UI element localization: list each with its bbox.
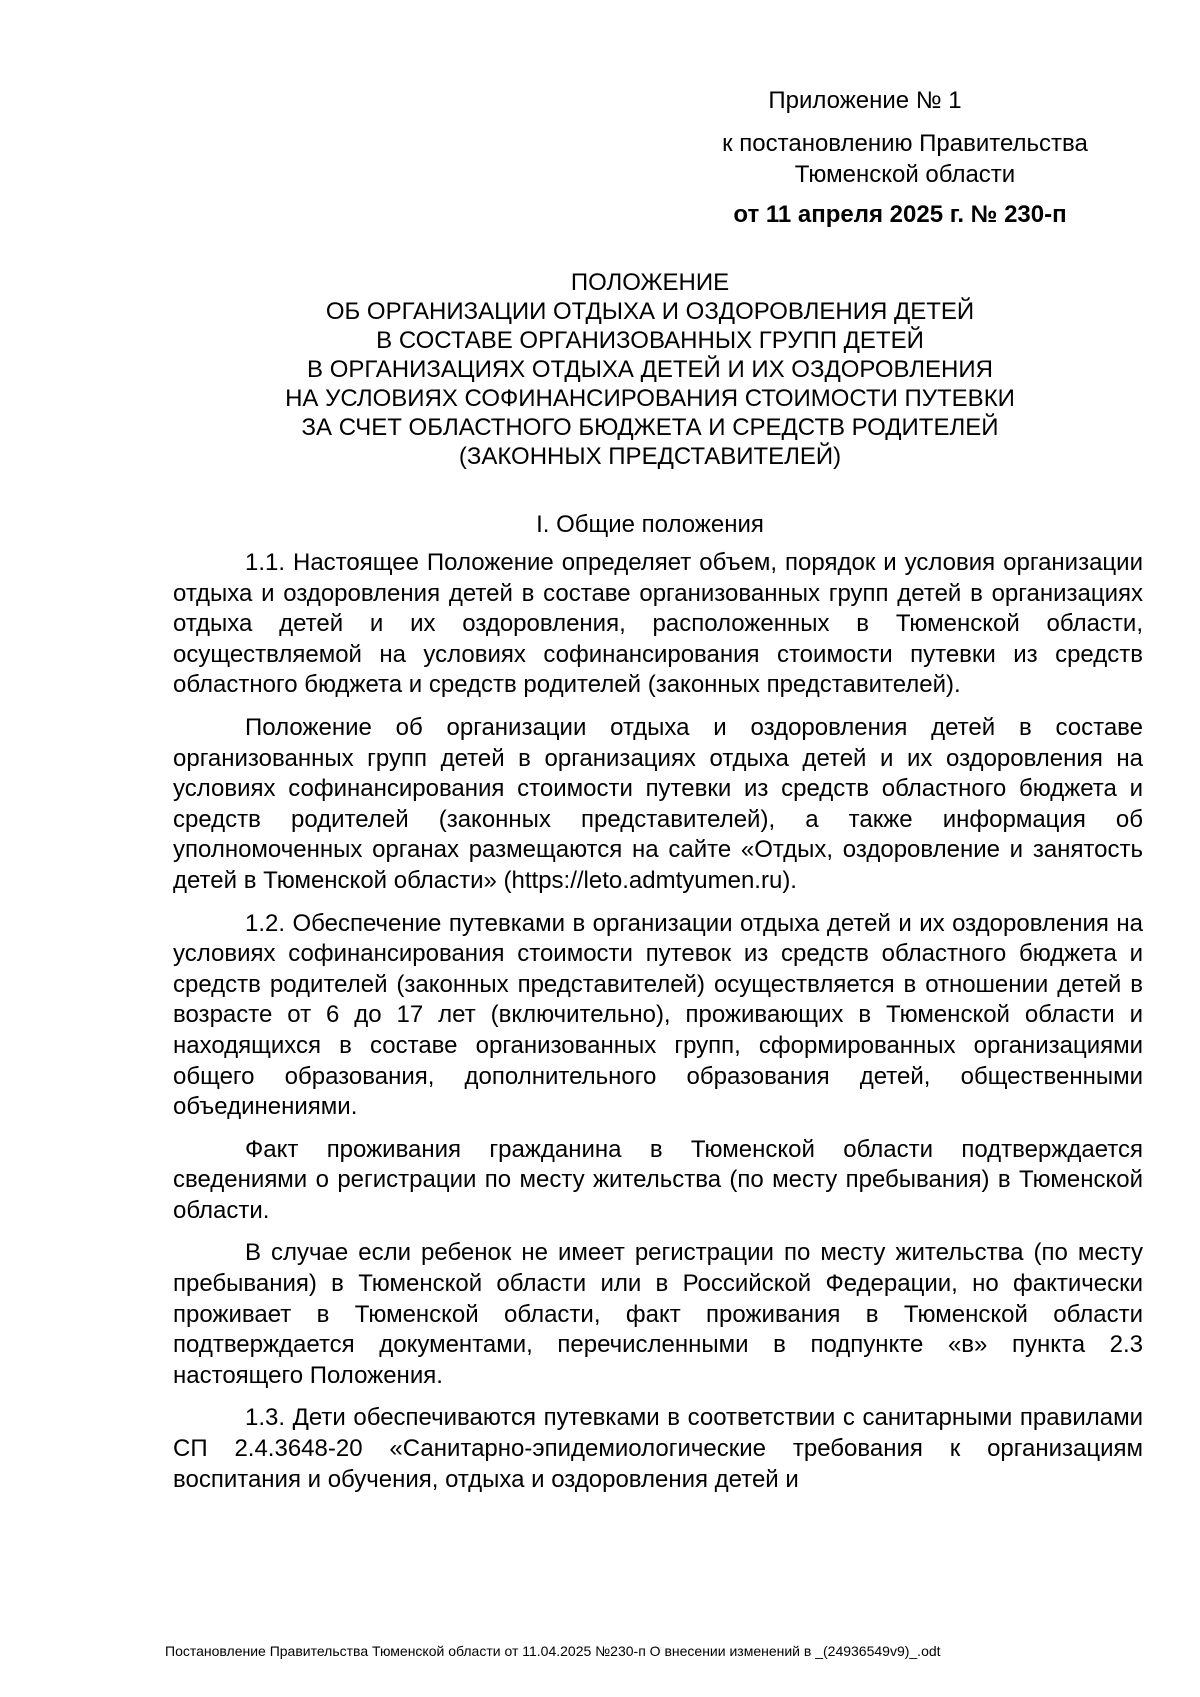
- paragraph: Факт проживания гражданина в Тюменской области подтверждается сведениями о регистрации по месту жительства (по месту пребывания) в Тюменской области.: [173, 1135, 1143, 1224]
- paragraph: В случае если ребенок не имеет регистрации по месту жительства (по месту пребывания) в Тюменской области или в Российской Федерации, но фактически проживает в Тюменской области, факт проживания в Тюменской области подтверждается документами, перечисленными в подпункте «в» пункта 2.3 настоящего Положения.: [173, 1239, 1143, 1389]
- heading-line: НА УСЛОВИЯХ СОФИНАНСИРОВАНИЯ СТОИМОСТИ ПУТЕВКИ: [285, 385, 1015, 412]
- document-body: [173, 548, 1143, 1507]
- paragraph: Положение об организации отдыха и оздоровления детей в составе организованных групп детей в организациях отдыха детей и их оздоровления на условиях софинансирования стоимости путевки из средств областного бюджета и средств родителей (законных представителей), а также информация об уполномоченных органах размещаются на сайте «Отдых, оздоровление и занятость детей в Тюменской области» (https://leto.admtyumen.ru).: [173, 713, 1143, 894]
- page-footer: Постановление Правительства Тюменской области от 11.04.2025 №230-п О внесении изменений в _(24936549v9)_.odt: [165, 1643, 941, 1659]
- heading-line: В СОСТАВЕ ОРГАНИЗОВАННЫХ ГРУПП ДЕТЕЙ: [376, 327, 924, 354]
- heading-line: (ЗАКОННЫХ ПРЕДСТАВИТЕЛЕЙ): [458, 443, 842, 470]
- paragraph: 1.3. Дети обеспечиваются путевками в соответствии с санитарными правилами СП 2.4.3648-20 «Санитарно-эпидемиологические требования к организациям воспитания и обучения, отдыха и оздоровления детей и: [173, 1404, 1143, 1493]
- heading-line: ЗА СЧЕТ ОБЛАСТНОГО БЮДЖЕТА И СРЕДСТВ РОДИТЕЛЕЙ: [301, 414, 999, 441]
- appendix-date-number: от 11 апреля 2025 г. № 230-п: [733, 201, 1067, 228]
- heading-line: ОБ ОРГАНИЗАЦИИ ОТДЫХА И ОЗДОРОВЛЕНИЯ ДЕТЕЙ: [325, 298, 975, 325]
- heading-line: ПОЛОЖЕНИЕ: [570, 269, 730, 296]
- appendix-decree-reference: к постановлению Правительства Тюменской области: [722, 130, 1088, 188]
- appendix-title: Приложение № 1: [768, 87, 962, 114]
- paragraph: 1.1. Настоящее Положение определяет объем, порядок и условия организации отдыха и оздоровления детей в составе организованных групп детей в организациях отдыха детей и их оздоровления, расположенных в Тюменской области, осуществляемой на условиях софинансирования стоимости путевки из средств областного бюджета и средств родителей (законных представителей).: [173, 549, 1143, 699]
- section-title: I. Общие положения: [536, 511, 764, 538]
- document-heading: [165, 268, 1135, 471]
- paragraph: 1.2. Обеспечение путевками в организации отдыха детей и их оздоровления на условиях софинансирования стоимости путевок из средств областного бюджета и средств родителей (законных представителей) осуществляется в отношении детей в возрасте от 6 до 17 лет (включительно), проживающих в Тюменской области и находящихся в составе организованных групп, сформированных организациями общего образования, дополнительного образования детей, общественными объединениями.: [173, 909, 1143, 1121]
- heading-line: В ОРГАНИЗАЦИЯХ ОТДЫХА ДЕТЕЙ И ИХ ОЗДОРОВЛЕНИЯ: [307, 356, 993, 383]
